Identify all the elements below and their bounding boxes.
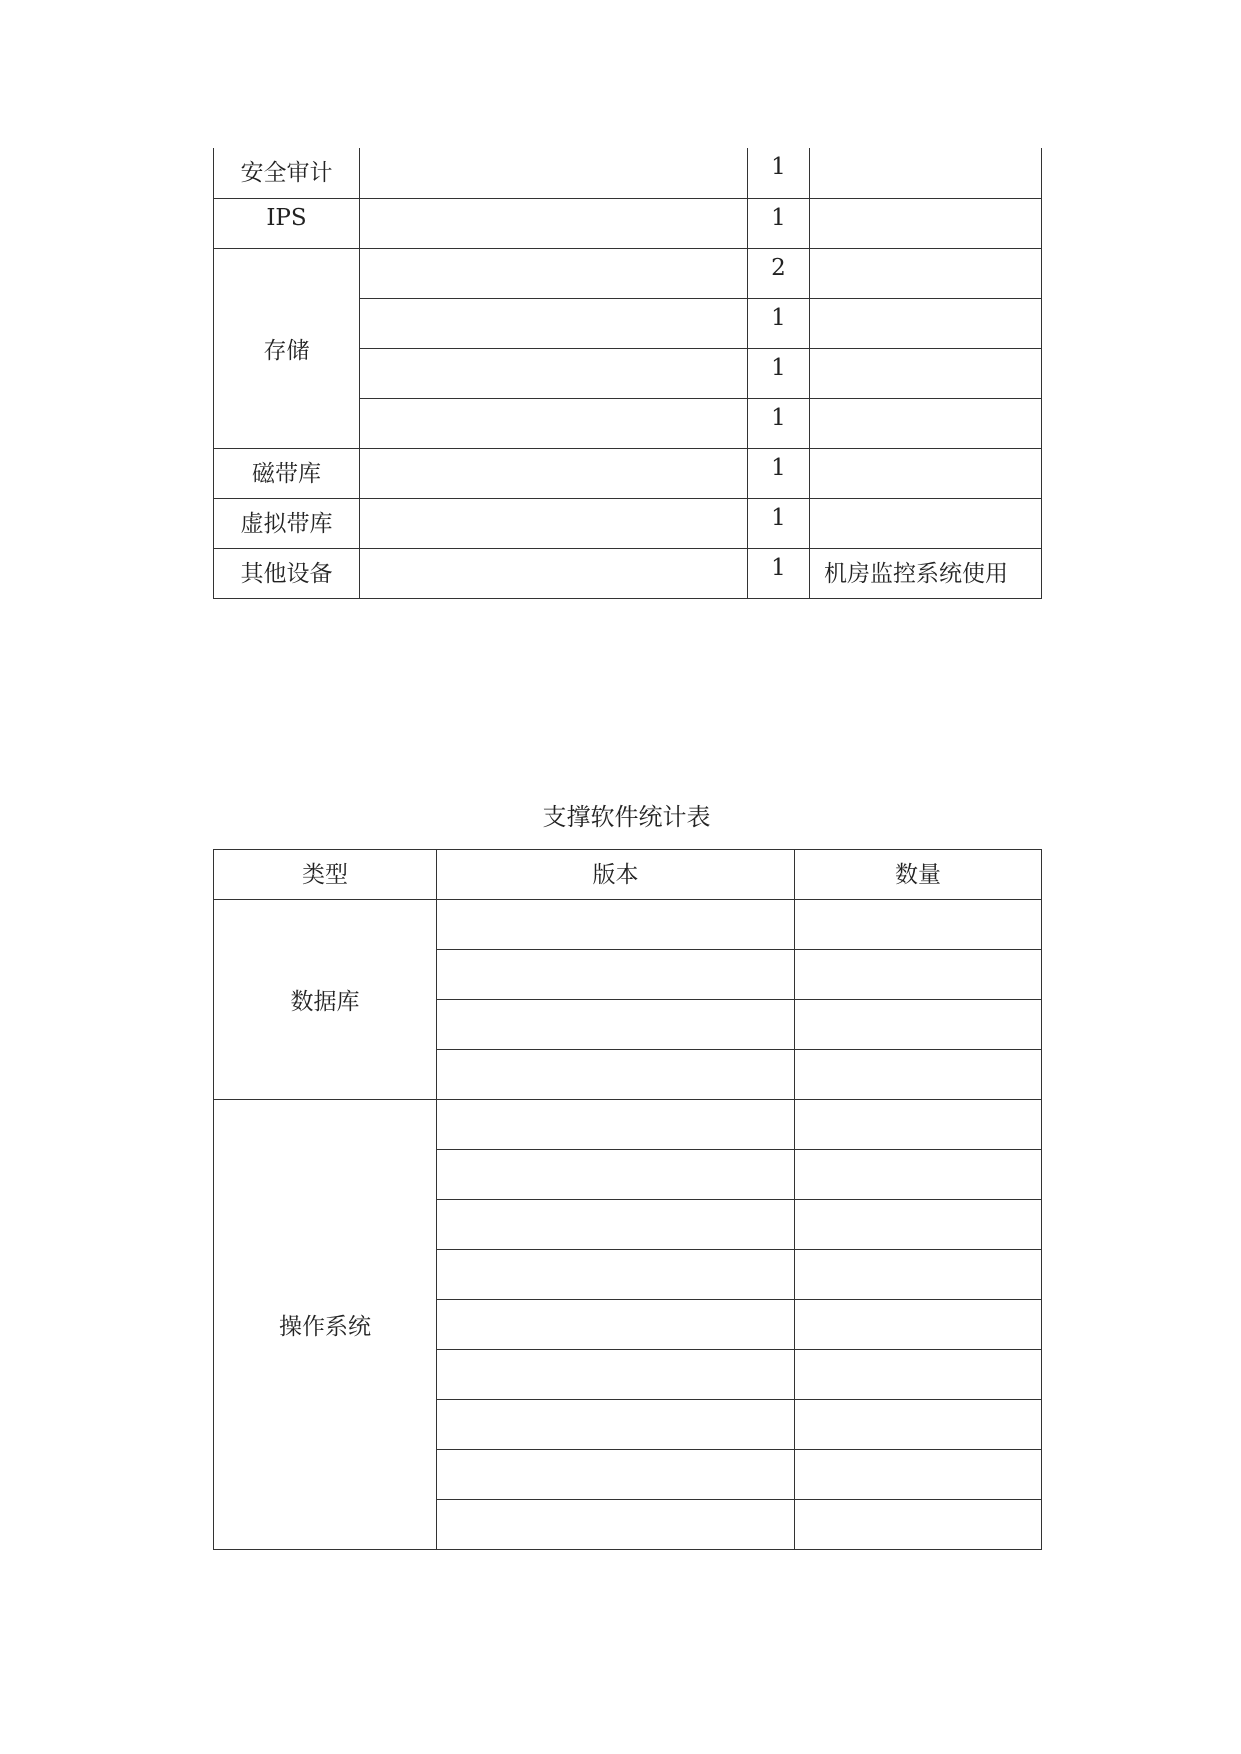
equipment-model-cell (360, 448, 748, 498)
equipment-note-cell (810, 198, 1042, 248)
software-version-cell (437, 1100, 795, 1150)
equipment-qty-cell: 2 (748, 248, 810, 298)
equipment-model-cell (360, 298, 748, 348)
software-version-cell (437, 950, 795, 1000)
software-version-cell (437, 1000, 795, 1050)
table-row (214, 148, 1042, 198)
software-version-cell (437, 1200, 795, 1250)
software-version-cell (437, 1500, 795, 1550)
software-quantity-cell (795, 1000, 1042, 1050)
software-quantity-cell (795, 1100, 1042, 1150)
equipment-qty-cell: 1 (748, 348, 810, 398)
equipment-note-cell (810, 348, 1042, 398)
table-row (214, 1100, 1042, 1150)
equipment-note-cell (810, 448, 1042, 498)
equipment-model-cell (360, 348, 748, 398)
equipment-model-cell (360, 498, 748, 548)
software-quantity-cell (795, 900, 1042, 950)
table-row (214, 498, 1042, 548)
software-type-cell: 操作系统 (214, 1100, 437, 1550)
software-quantity-cell (795, 1050, 1042, 1100)
equipment-model-cell (360, 148, 748, 198)
software-quantity-cell (795, 1200, 1042, 1250)
equipment-note-cell (810, 248, 1042, 298)
software-quantity-cell (795, 1250, 1042, 1300)
equipment-type-cell: 虚拟带库 (214, 498, 360, 548)
software-quantity-cell (795, 1450, 1042, 1500)
equipment-type-cell: 安全审计 (214, 148, 360, 198)
equipment-qty-cell: 1 (748, 148, 810, 198)
table-row (214, 900, 1042, 950)
software-version-cell (437, 1150, 795, 1200)
equipment-note-cell (810, 148, 1042, 198)
equipment-qty-cell: 1 (748, 448, 810, 498)
software-version-cell (437, 1250, 795, 1300)
software-version-cell (437, 1400, 795, 1450)
table-row (214, 448, 1042, 498)
software-quantity-cell (795, 1300, 1042, 1350)
header-type: 类型 (214, 850, 437, 900)
equipment-model-cell (360, 398, 748, 448)
equipment-type-cell: 磁带库 (214, 448, 360, 498)
software-version-cell (437, 900, 795, 950)
equipment-model-cell (360, 248, 748, 298)
software-version-cell (437, 1050, 795, 1100)
table-header-row (214, 850, 1042, 900)
table-row (214, 548, 1042, 598)
equipment-note-cell (810, 398, 1042, 448)
equipment-qty-cell: 1 (748, 398, 810, 448)
equipment-qty-cell: 1 (748, 298, 810, 348)
equipment-note-cell (810, 498, 1042, 548)
software-version-cell (437, 1350, 795, 1400)
equipment-type-cell: 存储 (214, 248, 360, 448)
software-quantity-cell (795, 1150, 1042, 1200)
equipment-type-cell: 其他设备 (214, 548, 360, 598)
table-row (214, 248, 1042, 298)
software-table-title: 支撑软件统计表 (542, 803, 711, 831)
header-quantity: 数量 (795, 850, 1042, 900)
equipment-model-cell (360, 548, 748, 598)
software-quantity-cell (795, 1350, 1042, 1400)
table-row (214, 198, 1042, 248)
equipment-table (213, 148, 1042, 599)
header-version: 版本 (437, 850, 795, 900)
equipment-qty-cell: 1 (748, 498, 810, 548)
equipment-qty-cell: 1 (748, 198, 810, 248)
software-type-cell: 数据库 (214, 900, 437, 1100)
software-quantity-cell (795, 950, 1042, 1000)
software-version-cell (437, 1450, 795, 1500)
software-version-cell (437, 1300, 795, 1350)
equipment-note-cell (810, 298, 1042, 348)
software-table (213, 849, 1042, 1550)
equipment-type-cell: IPS (214, 198, 360, 248)
equipment-note-cell: 机房监控系统使用 (810, 548, 1042, 598)
software-quantity-cell (795, 1400, 1042, 1450)
equipment-model-cell (360, 198, 748, 248)
software-table-body (214, 900, 1042, 1550)
equipment-qty-cell: 1 (748, 548, 810, 598)
software-quantity-cell (795, 1500, 1042, 1550)
